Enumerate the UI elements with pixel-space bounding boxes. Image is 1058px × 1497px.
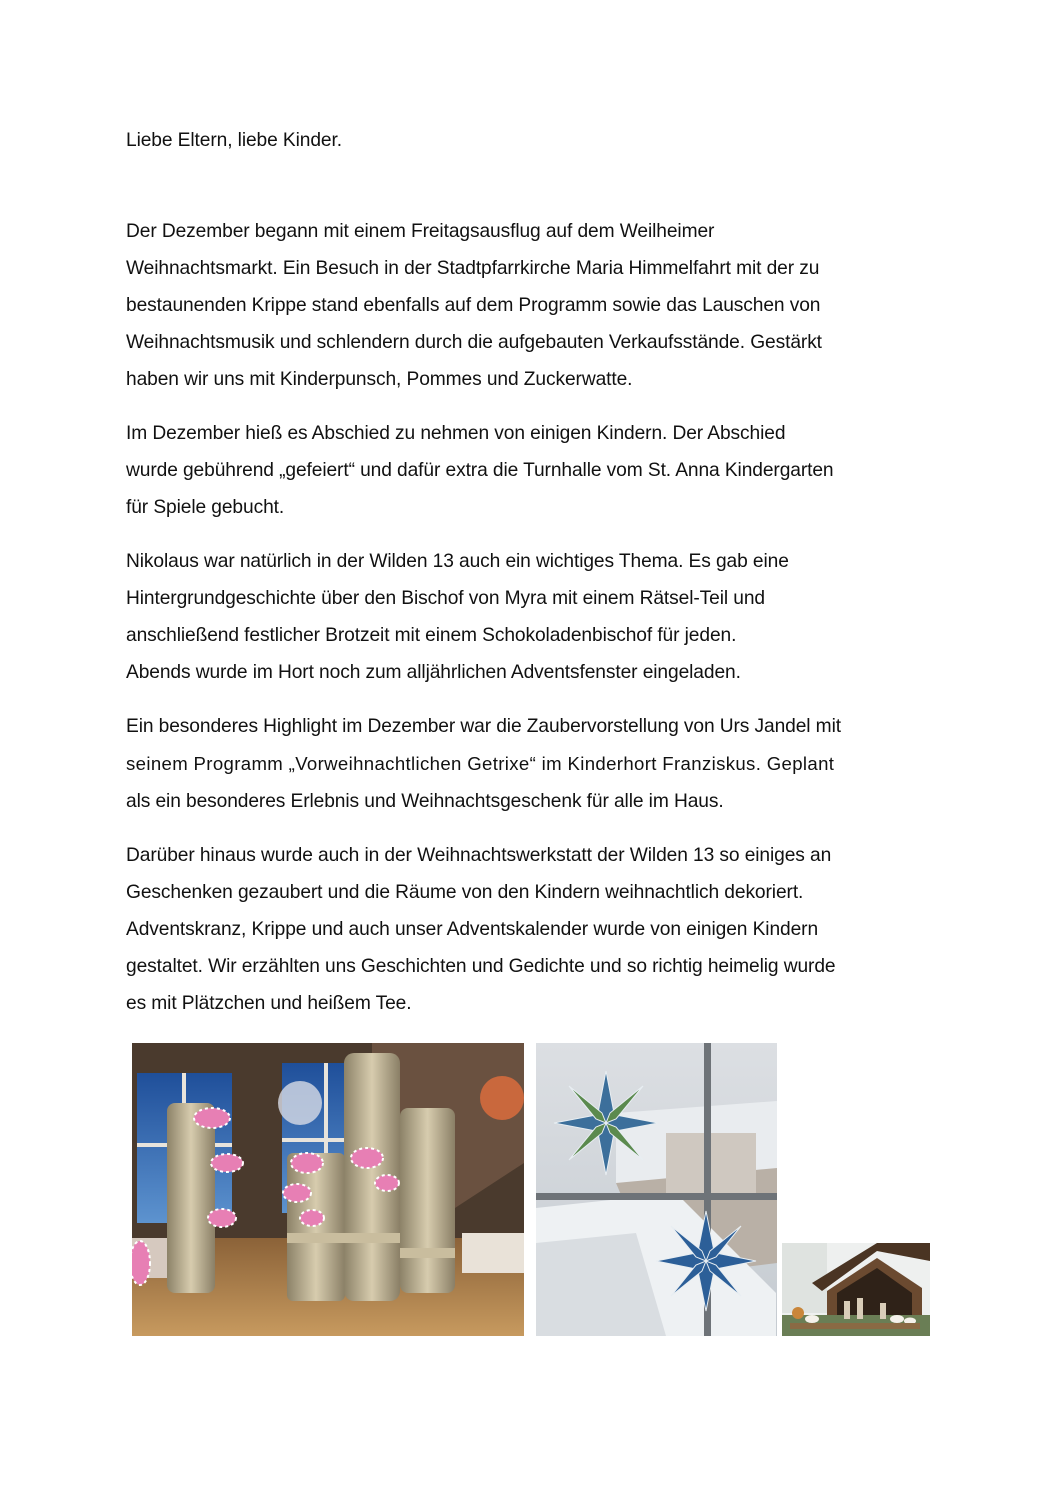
paragraph-weihnachtsmarkt xyxy=(126,213,946,398)
text-line: für Spiele gebucht. xyxy=(126,497,285,518)
text-line: Im Dezember hieß es Abschied zu nehmen von einigen Kindern. Der Abschied xyxy=(126,423,786,444)
text-line: es mit Plätzchen und heißem Tee. xyxy=(126,993,412,1014)
text-line: anschließend festlicher Brotzeit mit einem Schokoladenbischof für jeden. xyxy=(126,625,737,646)
nativity-crib-photo xyxy=(782,1243,930,1336)
text-line: seinem Programm „Vorweihnachtlichen Getrixe“ im Kinderhort Franziskus. Geplant xyxy=(126,753,835,774)
text-line: wurde gebührend „gefeiert“ und dafür extra die Turnhalle vom St. Anna Kindergarten xyxy=(126,460,834,481)
text-line: Der Dezember begann mit einem Freitagsausflug auf dem Weilheimer xyxy=(126,221,715,242)
text-line: Darüber hinaus wurde auch in der Weihnachtswerkstatt der Wilden 13 so einiges an xyxy=(126,845,832,866)
text-line: Hintergrundgeschichte über den Bischof von Myra mit einem Rätsel-Teil und xyxy=(126,588,765,609)
text-line: bestaunenden Krippe stand ebenfalls auf dem Programm sowie das Lauschen von xyxy=(126,295,821,316)
text-line: Ein besonderes Highlight im Dezember war die Zaubervorstellung von Urs Jandel mit xyxy=(126,716,841,737)
paragraph-abschied xyxy=(126,415,946,526)
text-line: Geschenken gezaubert und die Räume von den Kindern weihnachtlich dekoriert. xyxy=(126,882,804,903)
text-line: Weihnachtsmarkt. Ein Besuch in der Stadtpfarrkirche Maria Himmelfahrt mit der zu xyxy=(126,258,820,279)
paragraph-weihnachtswerkstatt xyxy=(126,837,946,1022)
wrapped-gift-bottles-photo xyxy=(132,1043,524,1336)
paragraph-nikolaus xyxy=(126,543,946,691)
letter-body xyxy=(126,122,946,1039)
text-line: Adventskranz, Krippe und auch unser Adventskalender wurde von einigen Kindern xyxy=(126,919,819,940)
text-line: Abends wurde im Hort noch zum alljährlichen Adventsfenster eingeladen. xyxy=(126,662,741,683)
text-line: Weihnachtsmusik und schlendern durch die aufgebauten Verkaufsstände. Gestärkt xyxy=(126,332,822,353)
text-line: gestaltet. Wir erzählten uns Geschichten und Gedichte und so richtig heimelig wurde xyxy=(126,956,836,977)
paragraph-zaubervorstellung xyxy=(126,708,946,820)
text-line: als ein besonderes Erlebnis und Weihnachtsgeschenk für alle im Haus. xyxy=(126,791,724,812)
paper-star-window-photo xyxy=(536,1043,777,1336)
text-line: haben wir uns mit Kinderpunsch, Pommes und Zuckerwatte. xyxy=(126,369,633,390)
greeting: Liebe Eltern, liebe Kinder. xyxy=(126,130,342,151)
text-line: Nikolaus war natürlich in der Wilden 13 auch ein wichtiges Thema. Es gab eine xyxy=(126,551,789,572)
